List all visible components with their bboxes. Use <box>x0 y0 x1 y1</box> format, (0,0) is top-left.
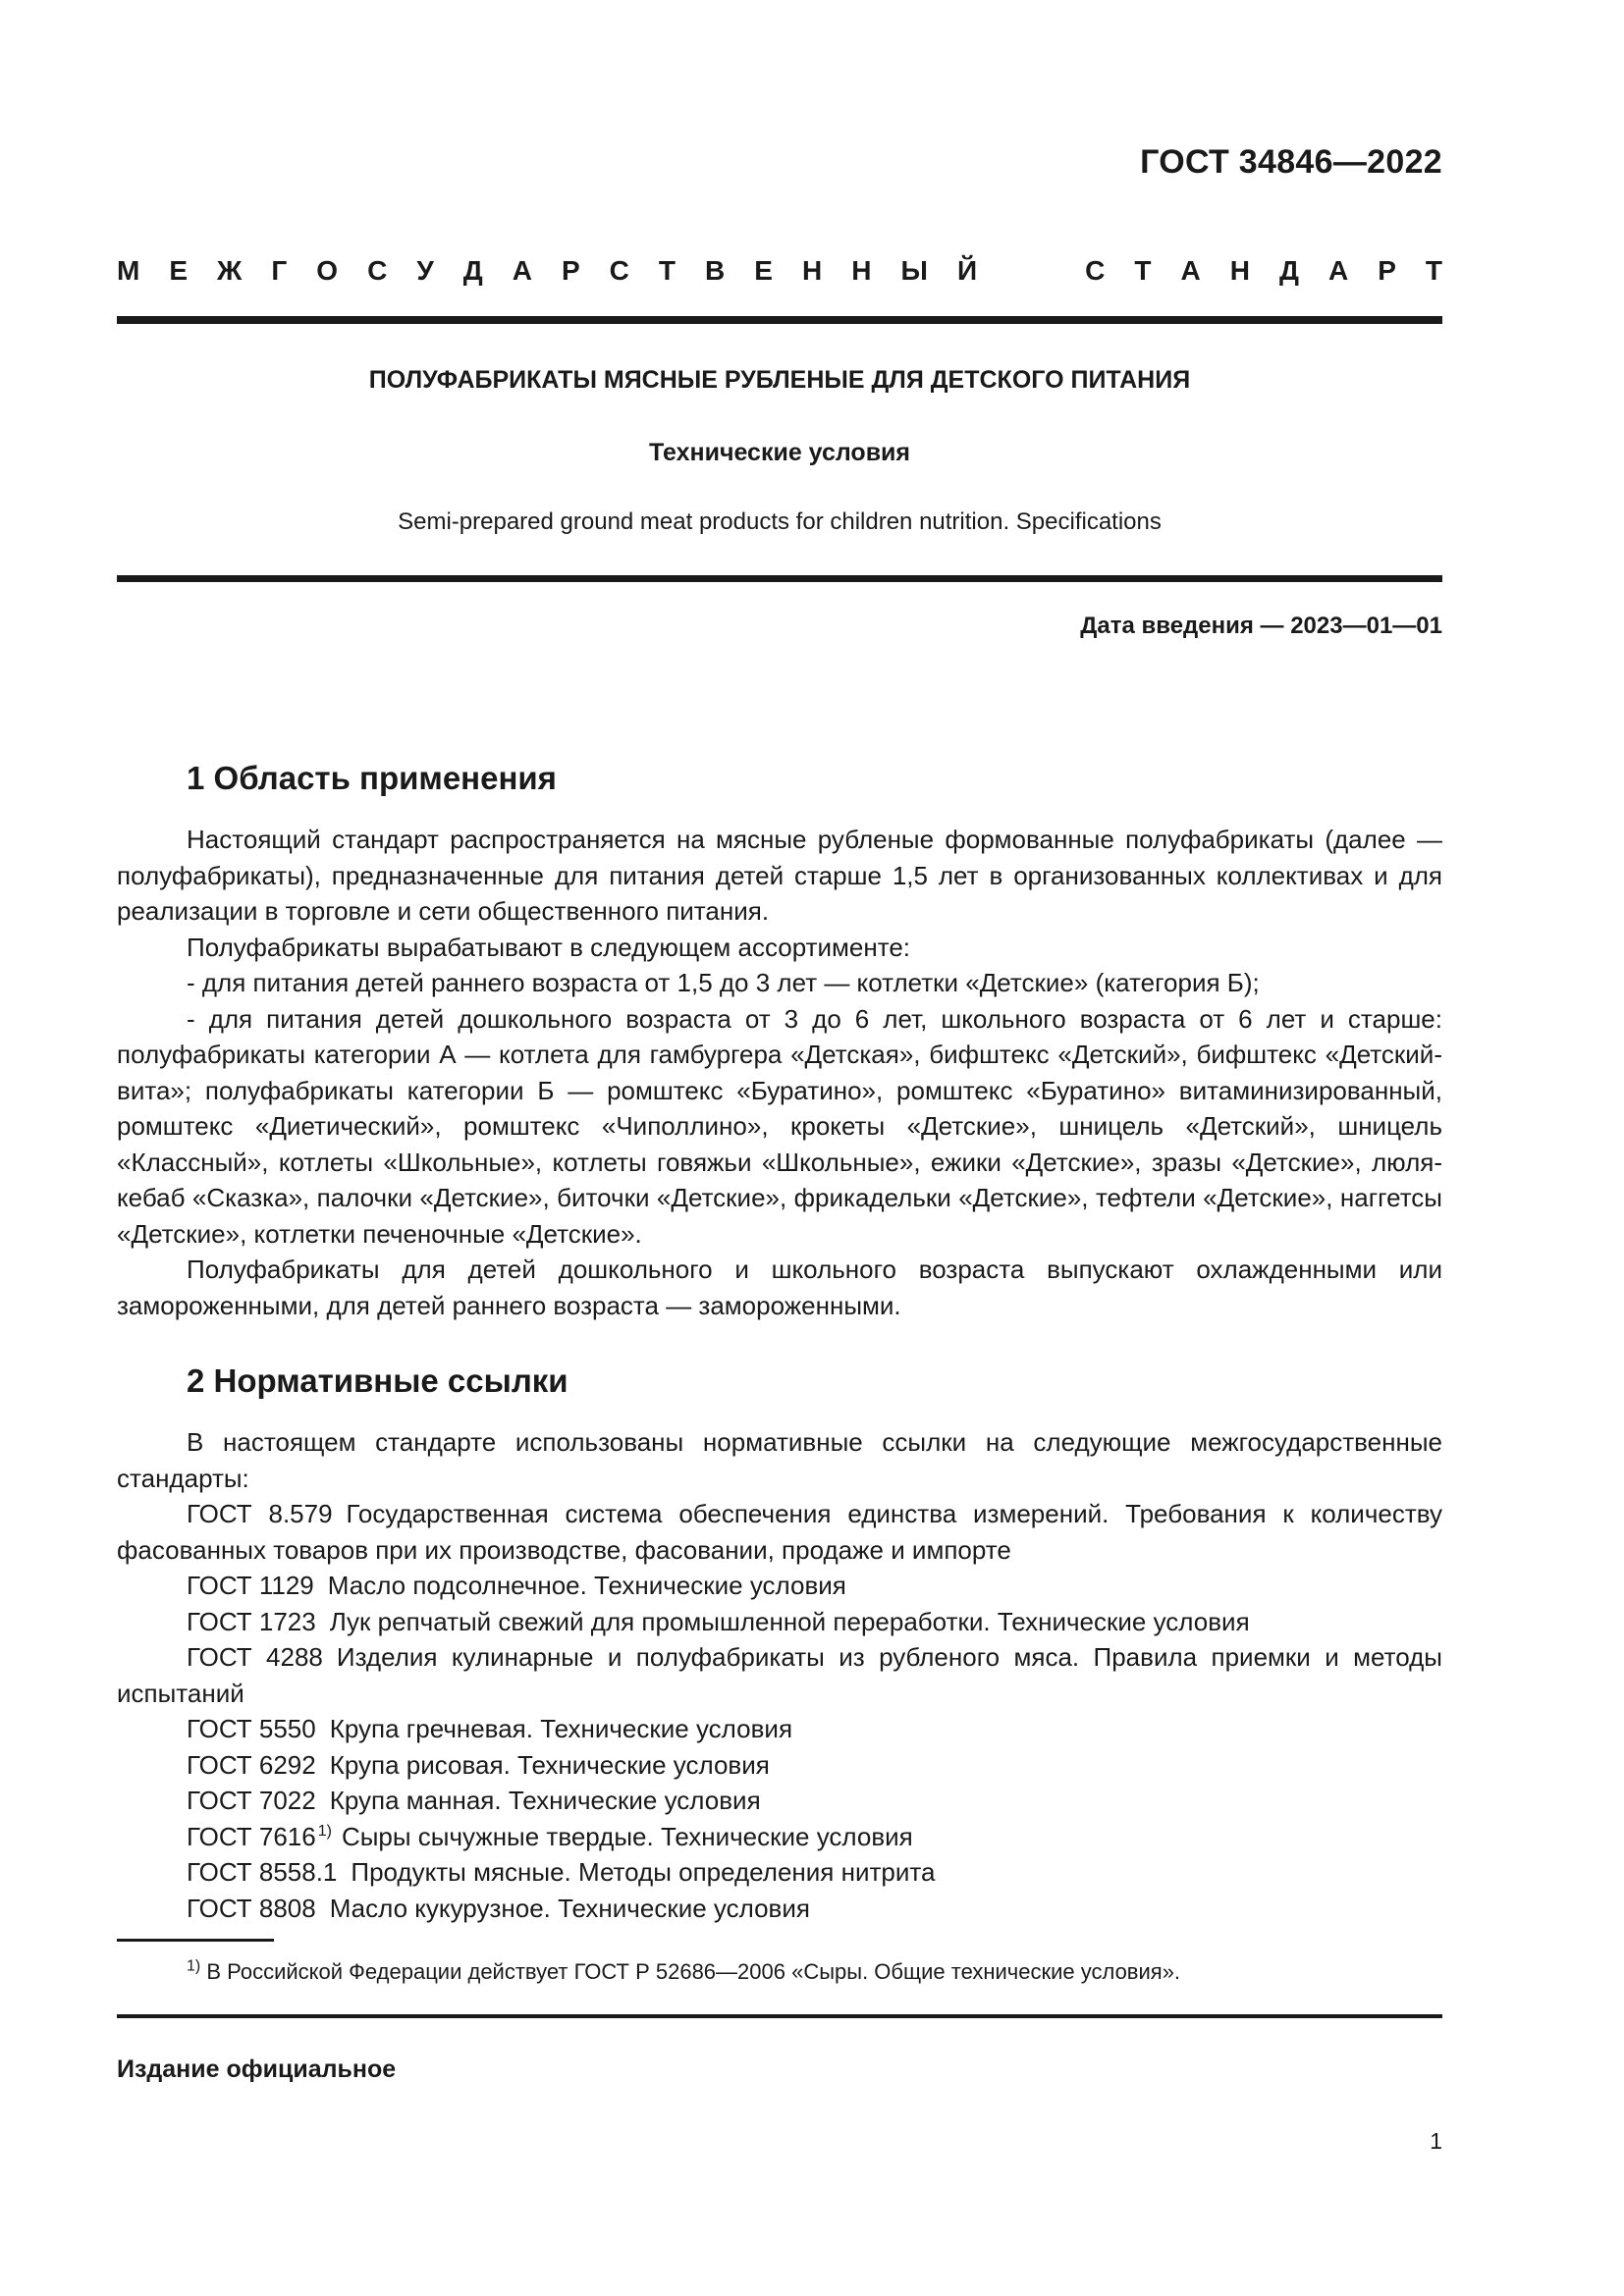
reference-code: ГОСТ 7616 <box>187 1821 316 1851</box>
list-item: - для питания детей раннего возраста от 1,5 до 3 лет — котлетки «Детские» (категория Б); <box>187 968 1260 997</box>
reference-code: ГОСТ 1129 <box>187 1571 314 1600</box>
title-word-gap <box>1006 255 1056 287</box>
section-1-heading: 1 Область применения <box>187 760 557 796</box>
gost-number: ГОСТ 34846—2022 <box>1140 143 1442 181</box>
title-letter: Т <box>1134 255 1152 286</box>
page-number: 1 <box>1430 2128 1442 2154</box>
title-letter: Г <box>271 255 288 286</box>
title-letter: М <box>117 255 140 286</box>
footnote-separator <box>117 1939 274 1942</box>
title-letter: А <box>1327 255 1349 286</box>
reference-code: ГОСТ 4288 <box>187 1642 323 1672</box>
title-letter: С <box>367 255 388 286</box>
title-letter: Т <box>658 255 677 286</box>
title-letter: Н <box>802 255 823 286</box>
reference-item <box>117 1711 1442 1747</box>
footnote-marker: 1) <box>187 1957 201 1975</box>
reference-item <box>117 1496 1442 1568</box>
reference-title: Государственная система обеспечения единства измерений. Требования к количеству фасованных товаров при их производстве, фасовании, продаже и импорте <box>117 1499 1442 1565</box>
title-divider <box>117 575 1442 582</box>
title-letter: Р <box>1378 255 1396 286</box>
reference-code: ГОСТ 5550 <box>187 1714 316 1743</box>
reference-title: Лук репчатый свежий для промышленной переработки. Технические условия <box>329 1606 1250 1636</box>
title-letter: В <box>705 255 726 286</box>
standard-type-title <box>117 255 1442 287</box>
reference-title: Сыры сычужные твердые. Технические условия <box>341 1821 913 1851</box>
title-letter: С <box>609 255 629 286</box>
reference-code: ГОСТ 7022 <box>187 1786 316 1815</box>
document-subtitle: Технические условия <box>648 439 911 466</box>
reference-item <box>117 1819 1442 1855</box>
reference-item <box>117 1891 1442 1927</box>
title-letter: Н <box>851 255 872 286</box>
reference-item <box>117 1747 1442 1784</box>
reference-title: Продукты мясные. Методы определения нитрита <box>351 1857 936 1887</box>
reference-code: ГОСТ 6292 <box>187 1749 316 1780</box>
reference-code: ГОСТ 8808 <box>187 1893 316 1923</box>
title-letter: Ы <box>900 255 928 286</box>
document-english-title: Semi-prepared ground meat products for children nutrition. Specifications <box>398 508 1162 535</box>
reference-code: ГОСТ 8.579 <box>187 1499 333 1528</box>
paragraph: Полуфабрикаты для детей дошкольного и школьного возраста выпускают охлажденными или замороженными, для детей раннего возраста — замороженными. <box>117 1255 1442 1320</box>
title-letter: А <box>1180 255 1201 286</box>
reference-code: ГОСТ 1723 <box>187 1606 316 1636</box>
title-letter: Й <box>956 255 978 286</box>
paragraph: Настоящий стандарт распространяется на мясные рубленые формованные полуфабрикаты (далее — полуфабрикаты), предназначенные для питания детей старше 1,5 лет в организованных коллективах и для реализации в торговле и сети общественного питания. <box>117 825 1442 926</box>
title-letter: Ж <box>217 255 243 286</box>
reference-item <box>117 1604 1442 1640</box>
paragraph: Полуфабрикаты вырабатывают в следующем ассортименте: <box>187 932 911 962</box>
list-item: - для питания детей дошкольного возраста от 3 до 6 лет, школьного возраста от 6 лет и старше: полуфабрикаты категории А — котлета для гамбургера «Детская», бифштекс «Детский», бифштекс «Детский-вита»; полуфабрикаты категории Б — ромштекс «Буратино», ромштекс «Буратино» витаминизированный, ромштекс «Диетический», ромштекс «Чиполлино», крокеты «Детские», шницель «Детский», шницель «Классный», котлеты «Школьные», котлеты говяжьи «Школьные», ежики «Детские», зразы «Детские», люля-кебаб «Сказка», палочки «Детские», биточки «Детские», фрикадельки «Детские», тефтели «Детские», наггетсы «Детские», котлетки печеночные «Детские». <box>117 1003 1442 1249</box>
reference-item <box>117 1639 1442 1711</box>
title-letter: А <box>512 255 532 286</box>
reference-title: Изделия кулинарные и полуфабрикаты из рубленого мяса. Правила приемки и методы испытаний <box>117 1642 1442 1708</box>
title-letter: У <box>416 255 434 286</box>
section-2-heading: 2 Нормативные ссылки <box>187 1362 568 1399</box>
title-letter: Н <box>1229 255 1250 286</box>
footnote <box>187 1959 1180 1985</box>
reference-title: Крупа рисовая. Технические условия <box>329 1749 770 1780</box>
title-letter: Д <box>1278 255 1299 286</box>
section-1-body <box>117 822 1442 1323</box>
normative-references <box>117 1424 1442 1926</box>
title-letter: Е <box>169 255 189 286</box>
reference-item <box>117 1783 1442 1819</box>
title-letter: Д <box>462 255 483 286</box>
reference-list <box>117 1496 1442 1926</box>
reference-title: Масло кукурузное. Технические условия <box>329 1893 810 1923</box>
footnote-text: В Российской Федерации действует ГОСТ Р 52686—2006 «Сыры. Общие технические условия». <box>206 1959 1181 1984</box>
footnote-ref-marker: 1) <box>317 1822 332 1840</box>
title-letter: Т <box>1425 255 1442 286</box>
title-letter: Е <box>754 255 773 286</box>
title-letter: О <box>316 255 339 286</box>
reference-item <box>117 1854 1442 1891</box>
reference-code: ГОСТ 8558.1 <box>187 1857 338 1887</box>
reference-title: Масло подсолнечное. Технические условия <box>327 1571 846 1600</box>
title-letter: Р <box>561 255 580 286</box>
reference-item <box>117 1568 1442 1604</box>
reference-title: Крупа гречневая. Технические условия <box>329 1714 793 1743</box>
top-divider <box>117 316 1442 324</box>
document-title: ПОЛУФАБРИКАТЫ МЯСНЫЕ РУБЛЕНЫЕ ДЛЯ ДЕТСКОГО ПИТАНИЯ <box>368 366 1191 394</box>
reference-title: Крупа манная. Технические условия <box>329 1786 761 1815</box>
title-letter: С <box>1085 255 1106 286</box>
footer-divider <box>117 2014 1442 2018</box>
introduction-date: Дата введения — 2023—01—01 <box>1080 613 1442 639</box>
official-edition-label: Издание официальное <box>117 2056 397 2083</box>
section-2-intro: В настоящем стандарте использованы нормативные ссылки на следующие межгосударственные стандарты: <box>117 1427 1442 1493</box>
